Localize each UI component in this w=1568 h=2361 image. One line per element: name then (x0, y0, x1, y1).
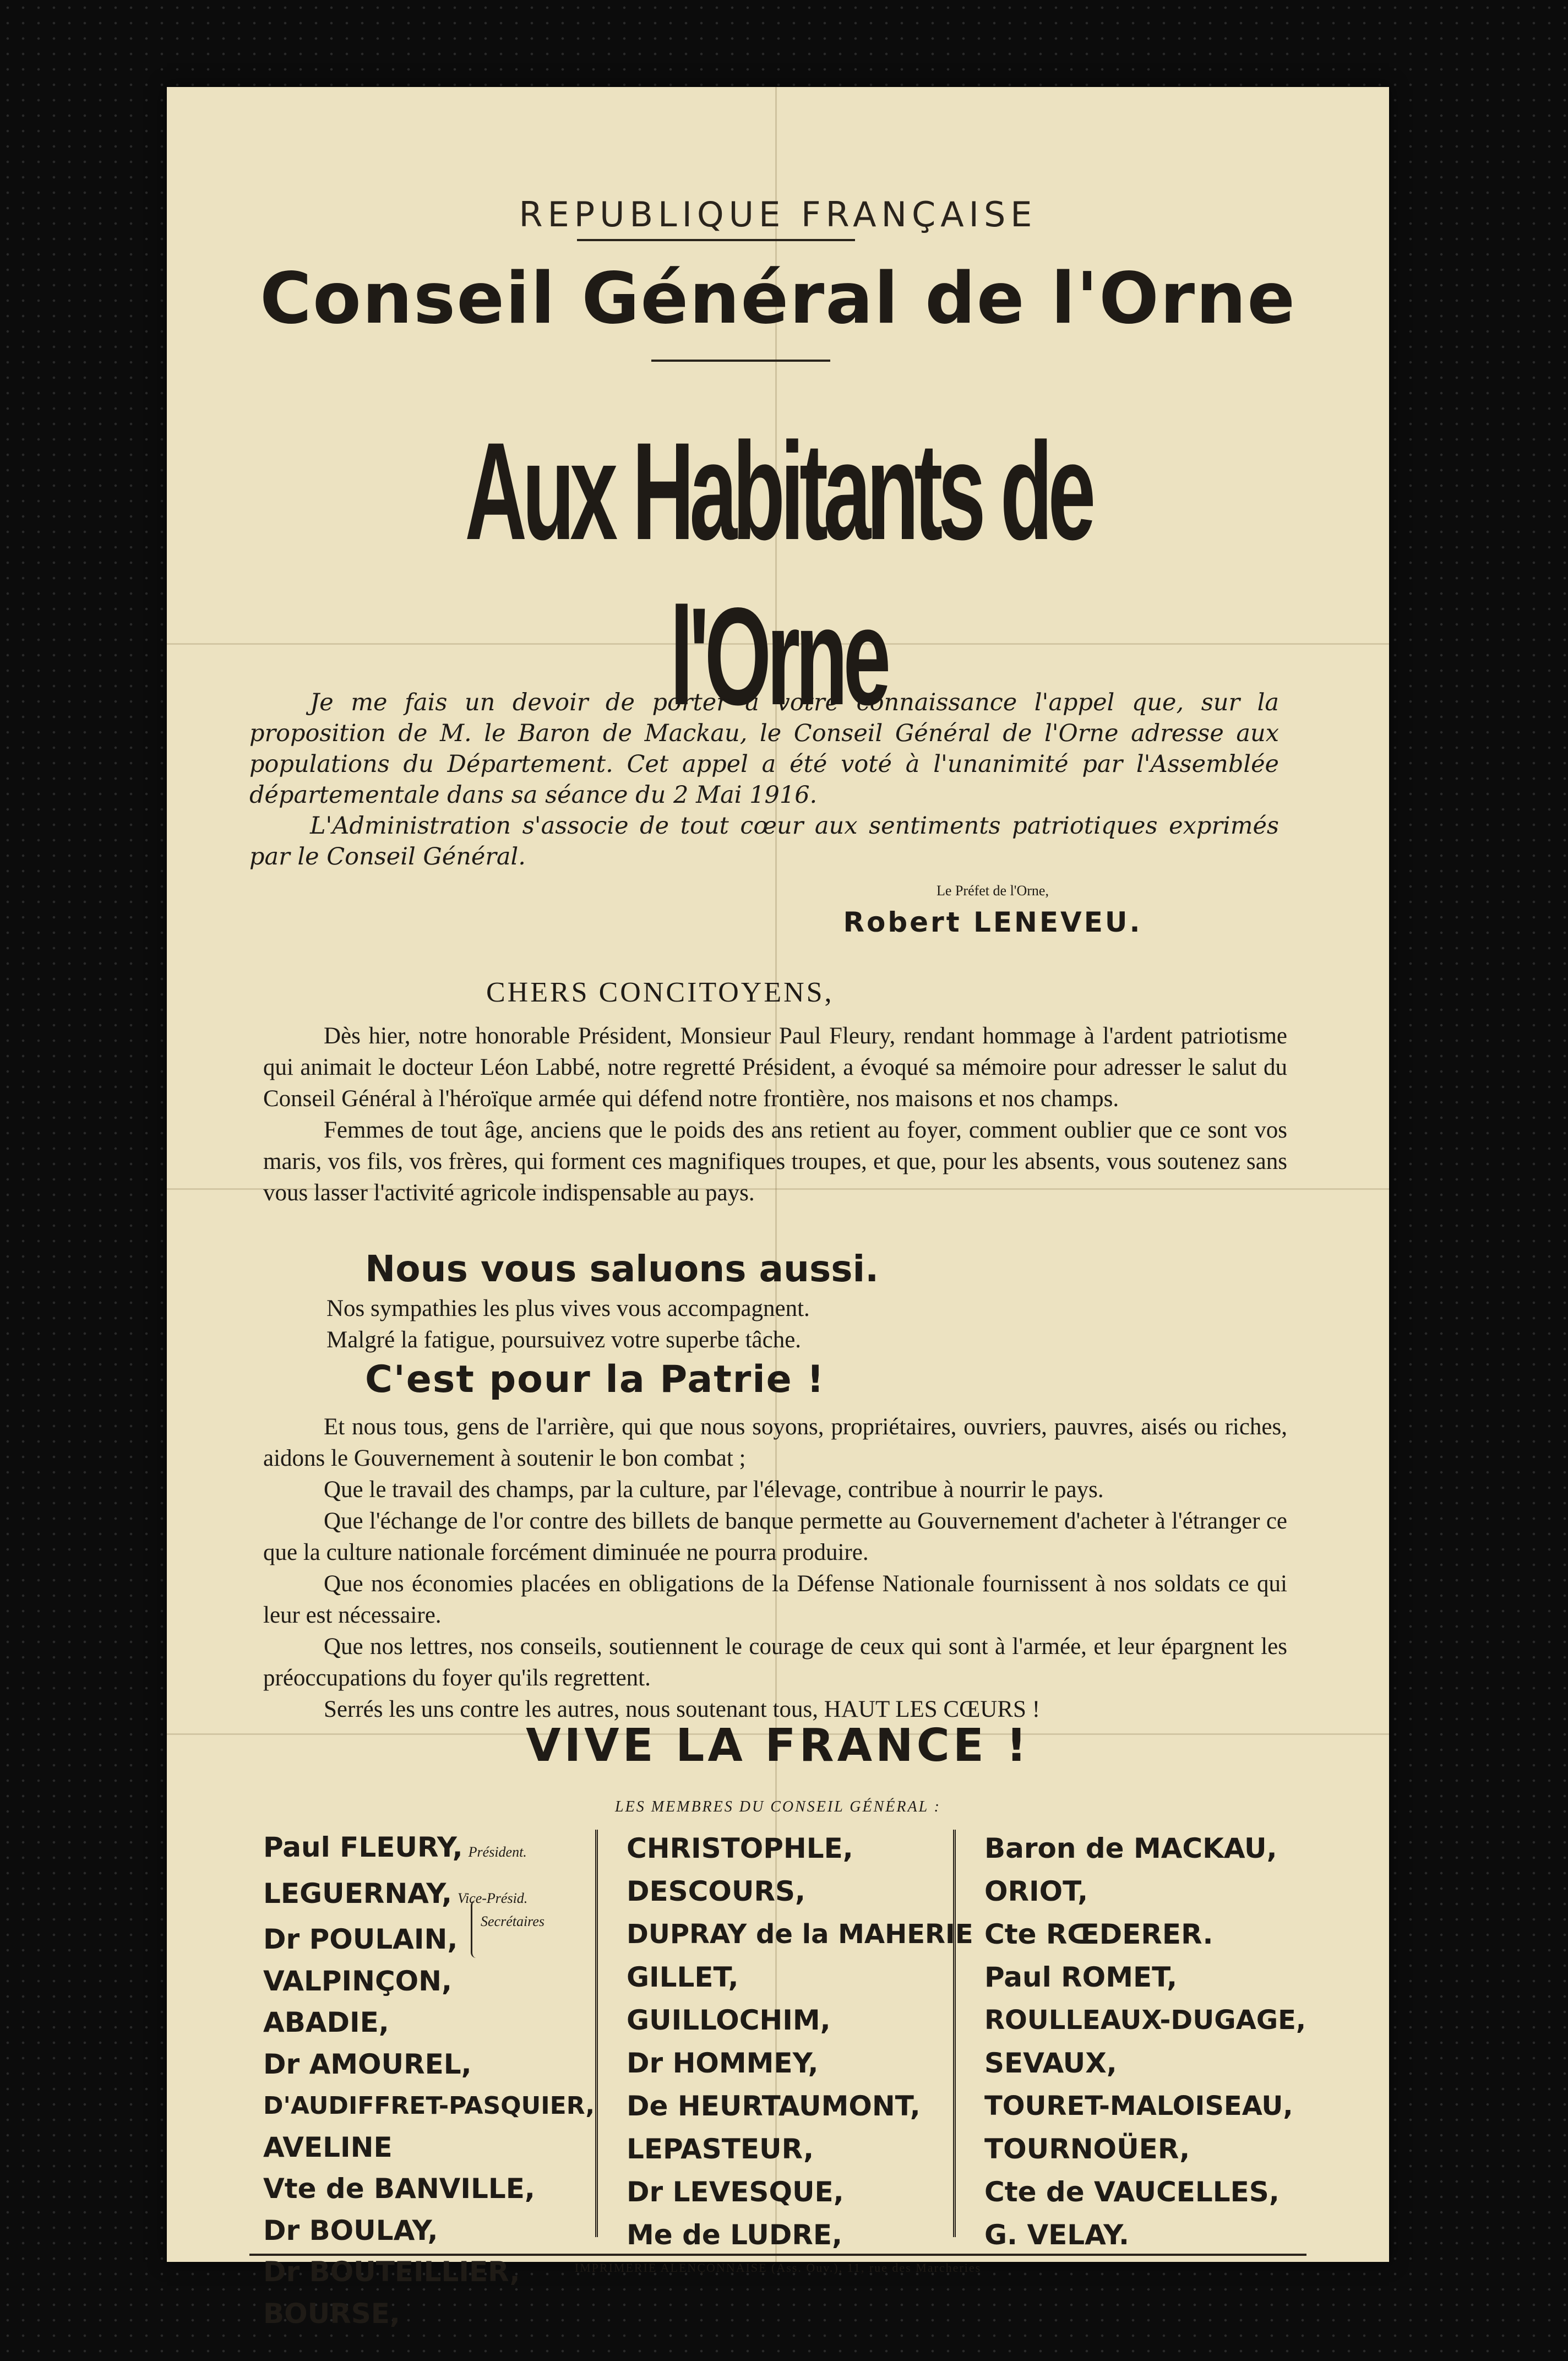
member-name: ABADIE, (263, 2006, 389, 2038)
paragraph: Serrés les uns contre les autres, nous soutenant tous, HAUT LES CŒURS ! (324, 1696, 1041, 1722)
member-name: ROULLEAUX-DUGAGE, (984, 2005, 1306, 2036)
member-name: LEGUERNAY, Vice-Présid. (263, 1877, 528, 1910)
patrie-heading: C'est pour la Patrie ! (365, 1358, 825, 1401)
patrie-body (263, 1411, 1287, 1725)
prefet-intro (249, 687, 1279, 872)
salut-heading: Nous vous saluons aussi. (365, 1248, 879, 1290)
member-name: Dr HOMMEY, (627, 2047, 819, 2079)
paragraph: Femmes de tout âge, anciens que le poids des ans retient au foyer, comment oublier que ce sont vos maris, vos fils, vos frères, qui forment ces magnifiques troupes, et que, pour les absents, vous soutenez sans vous lasser l'activité agricole indispensable au pays. (263, 1117, 1287, 1206)
member-name: Dr BOUTEILLIER, (263, 2256, 520, 2288)
conseil-general-title: Conseil Général de l'Orne (260, 258, 1296, 340)
member-name: GILLET, (627, 1961, 739, 1993)
greeting: CHERS CONCITOYENS, (486, 977, 834, 1008)
member-name: TOURET-MALOISEAU, (984, 2091, 1293, 2121)
paragraph: Nos sympathies les plus vives vous accompagnent. (326, 1296, 810, 1321)
prefet-title: Le Préfet de l'Orne, (937, 883, 1049, 899)
vive-la-france: VIVE LA FRANCE ! (526, 1720, 1030, 1772)
member-name: AVELINE (263, 2131, 393, 2163)
intro-paragraph: L'Administration s'associe de tout cœur aux sentiments patriotiques exprimés par le Conseil Général. (249, 812, 1279, 871)
printer-imprint: IMPRIMERIE ALENÇONNAISE (Ass. Ouv.), 11, rue des Marcheries (574, 2261, 982, 2275)
member-role: Président. (468, 1844, 527, 1860)
members-column-2 (627, 1827, 973, 2256)
member-name: G. VELAY. (984, 2219, 1129, 2251)
paragraph: Que nos économies placées en obligations de la Défense Nationale fournissent à nos soldats ce qui leur est nécessaire. (263, 1571, 1287, 1628)
appeal-body (263, 1020, 1287, 1209)
member-role: Vice-Présid. (458, 1890, 528, 1906)
members-column-3 (984, 1827, 1306, 2256)
paragraph: Que le travail des champs, par la culture, par l'élevage, contribue à nourrir le pays. (324, 1477, 1104, 1503)
prefet-signature: Robert LENEVEU. (843, 906, 1142, 938)
paragraph: Dès hier, notre honorable Président, Monsieur Paul Fleury, rendant hommage à l'ardent patriotisme qui animait le docteur Léon Labbé, notre regretté Président, a évoqué sa mémoire pour adresser le salut du Conseil Général à l'héroïque armée qui défend notre frontière, nos maisons et nos champs. (263, 1023, 1287, 1112)
member-name: VALPINÇON, (263, 1965, 452, 1997)
column-divider (595, 1830, 598, 2237)
member-name: Me de LUDRE, (627, 2219, 843, 2251)
paragraph: Que nos lettres, nos conseils, soutiennent le courage de ceux qui sont à l'armée, et leur épargnent les préoccupations du foyer qu'ils regrettent. (263, 1634, 1287, 1691)
intro-paragraph: Je me fais un devoir de porter à votre connaissance l'appel que, sur la proposition de M. le Baron de Mackau, le Conseil Général de l'Orne adresse aux populations du Département. Cet appel a été voté à l'unanimité par l'Assemblée départementale dans sa séance du 2 Mai 1916. (249, 689, 1279, 809)
headline: Aux Habitants de l'Orne (465, 414, 1091, 734)
secretaires-brace (471, 1900, 477, 1958)
member-name: Vte de BANVILLE, (263, 2173, 535, 2205)
paragraph: Malgré la fatigue, poursuivez votre superbe tâche. (326, 1327, 802, 1353)
member-name: Paul FLEURY, Président. (263, 1831, 527, 1863)
member-name: Paul ROMET, (984, 1961, 1178, 1993)
paragraph: Et nous tous, gens de l'arrière, qui que nous soyons, propriétaires, ouvriers, pauvres, aisés ou riches, aidons le Gouvernement à soutenir le bon combat ; (263, 1414, 1287, 1471)
member-name: Dr POULAIN, (263, 1923, 458, 1955)
member-name: De HEURTAUMONT, (627, 2090, 921, 2122)
member-name: Dr LEVESQUE, (627, 2176, 844, 2208)
salut-body (326, 1293, 1262, 1356)
member-name: D'AUDIFFRET-PASQUIER, (263, 2092, 595, 2120)
member-name: TOURNOÜER, (984, 2133, 1190, 2165)
member-name: SEVAUX, (984, 2047, 1117, 2079)
members-heading: LES MEMBRES DU CONSEIL GÉNÉRAL : (615, 1798, 941, 1815)
footer-rule (249, 2254, 1306, 2256)
member-name: Cte de VAUCELLES, (984, 2176, 1280, 2208)
paragraph: Que l'échange de l'or contre des billets de banque permette au Gouvernement d'acheter à l'étranger ce que la culture nationale forcément diminuée ne pourra produire. (263, 1508, 1287, 1565)
members-column-1 (263, 1827, 595, 2335)
divider (577, 239, 855, 241)
divider (651, 360, 830, 362)
member-name: DESCOURS, (627, 1875, 805, 1907)
member-name: GUILLOCHIM, (627, 2004, 831, 2036)
member-name: DUPRAY de la MAHERIE (627, 1919, 973, 1950)
member-name: Cte RŒDERER. (984, 1918, 1213, 1950)
member-role: Secrétaires (481, 1913, 545, 1929)
member-name: LEPASTEUR, (627, 2133, 814, 2165)
member-name: Dr BOULAY, (263, 2214, 438, 2246)
member-name: BOURSE, (263, 2297, 400, 2330)
republique-francaise: REPUBLIQUE FRANÇAISE (519, 194, 1037, 235)
member-name: Baron de MACKAU, (984, 1832, 1277, 1864)
member-name: ORIOT, (984, 1875, 1088, 1907)
member-name: Dr AMOUREL, (263, 2048, 472, 2080)
poster (167, 87, 1389, 2330)
member-name: CHRISTOPHLE, (627, 1832, 853, 1864)
